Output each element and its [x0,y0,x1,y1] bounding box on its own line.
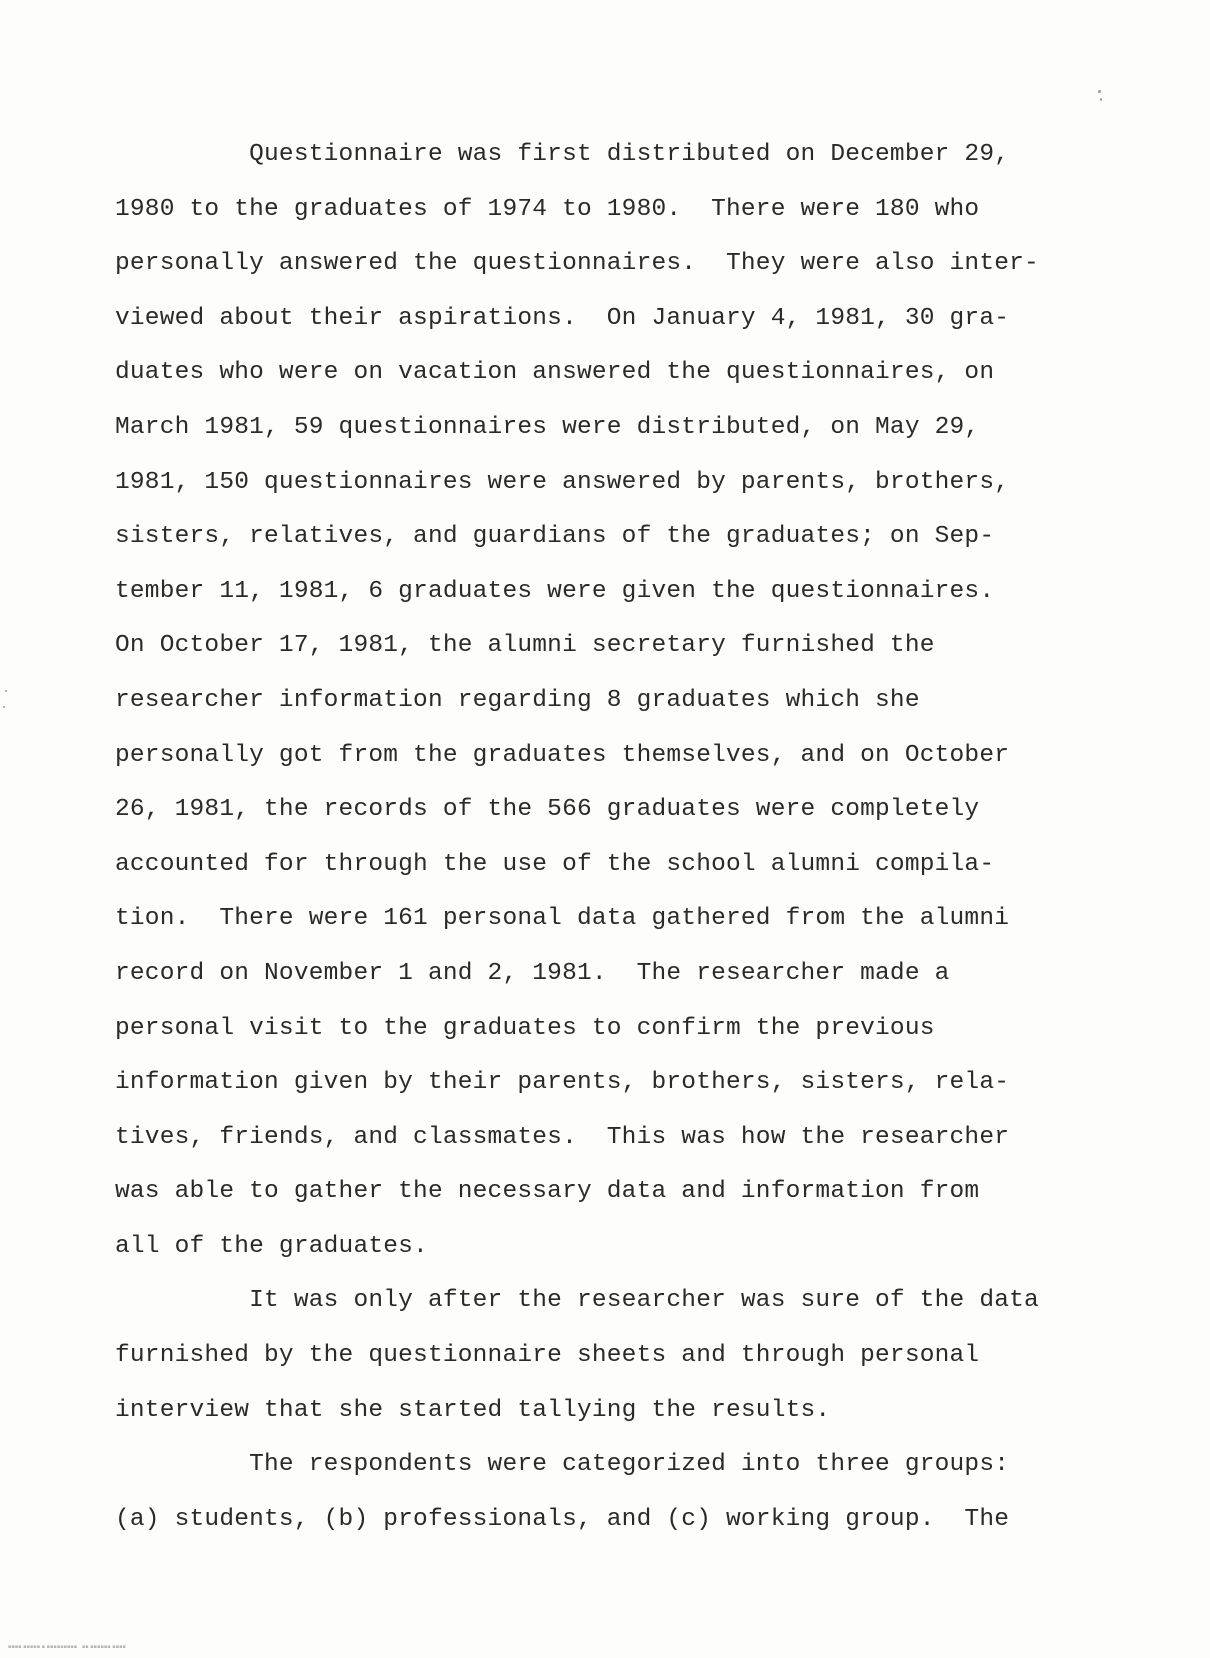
text-line: It was only after the researcher was sure of the data [115,1287,1039,1315]
text-line: March 1981, 59 questionnaires were distributed, on May 29, [115,413,980,441]
text-line: viewed about their aspirations. On January 4, 1981, 30 gra- [115,304,1010,332]
scan-speck [5,690,7,692]
text-line: tives, friends, and classmates. This was how the researcher [115,1123,1010,1151]
text-line: tember 11, 1981, 6 graduates were given the questionnaires. [115,577,995,605]
text-line: interview that she started tallying the results. [115,1396,831,1424]
text-line: 1981, 150 questionnaires were answered by parents, brothers, [115,468,1010,496]
text-line: furnished by the questionnaire sheets and through personal [115,1342,980,1370]
text-line: Questionnaire was first distributed on December 29, [115,141,1010,168]
paragraph-respondent-groups [115,1438,1115,1547]
scan-footer-mark: ▪▪▪▪ ▪▪▪▪▪ ▪ ▪▪▪▪▪▪▪▪▪ ▪▪ ▪▪▪▪▪▪ ▪▪▪▪ [8,1644,126,1650]
text-line: 26, 1981, the records of the 566 graduates were completely [115,796,980,824]
text-line: personal visit to the graduates to confirm the previous [115,1014,935,1042]
scan-speck [1100,98,1102,101]
typewritten-text [115,128,1115,1547]
text-line: On October 17, 1981, the alumni secretary furnished the [115,632,935,660]
paragraph-data-collection [115,128,1115,1274]
text-line: record on November 1 and 2, 1981. The researcher made a [115,959,950,987]
text-line: was able to gather the necessary data and information from [115,1178,980,1206]
text-line: all of the graduates. [115,1232,428,1260]
scan-speck [1098,90,1101,93]
scan-speck [3,706,5,708]
text-line: tion. There were 161 personal data gathered from the alumni [115,905,1010,933]
text-line: duates who were on vacation answered the questionnaires, on [115,359,995,387]
text-line: (a) students, (b) professionals, and (c) working group. The [115,1505,1010,1533]
text-line: 1980 to the graduates of 1974 to 1980. There were 180 who [115,195,980,223]
text-line: researcher information regarding 8 graduates which she [115,686,920,714]
text-line: The respondents were categorized into three groups: [115,1451,1010,1479]
text-line: information given by their parents, brothers, sisters, rela- [115,1069,1010,1097]
paragraph-tallying [115,1274,1115,1438]
text-line: personally got from the graduates themselves, and on October [115,741,1010,769]
text-line: accounted for through the use of the school alumni compila- [115,850,995,878]
text-line: sisters, relatives, and guardians of the graduates; on Sep- [115,523,995,551]
text-line: personally answered the questionnaires. They were also inter- [115,250,1039,278]
